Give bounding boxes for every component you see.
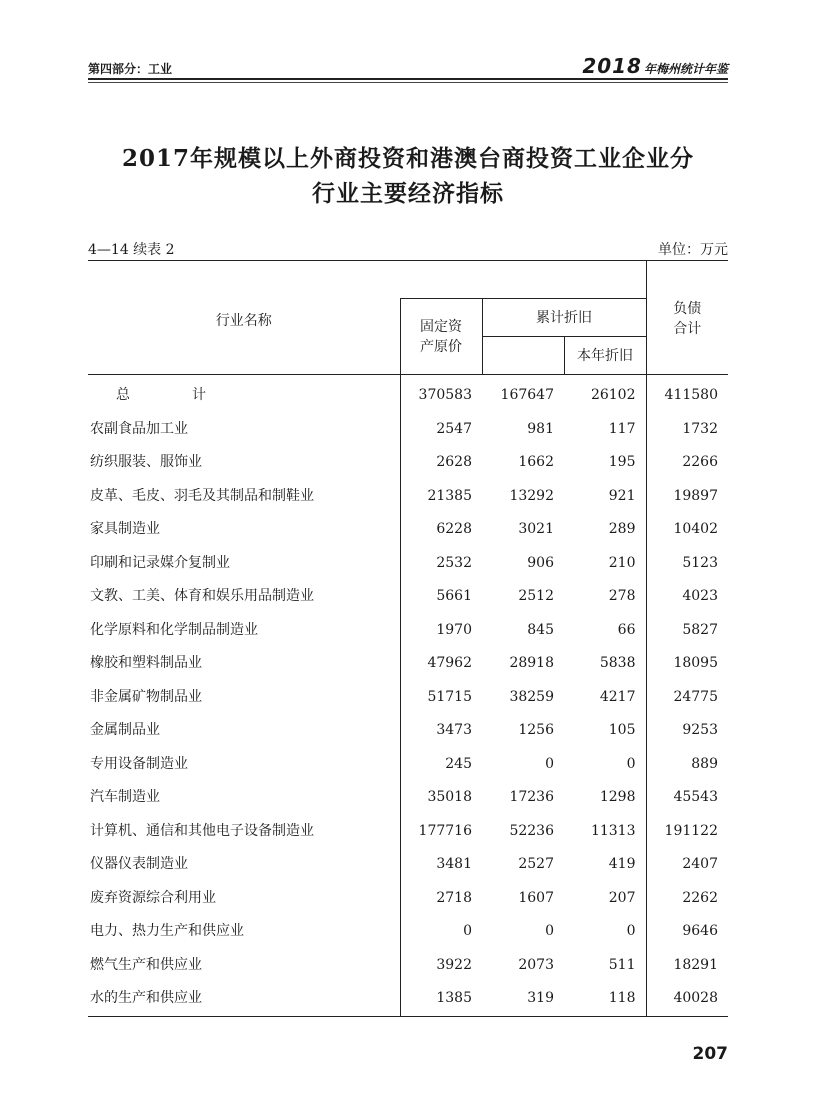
liabilities-cell: 191122	[646, 815, 728, 849]
industry-name-cell: 皮革、毛皮、羽毛及其制品和制鞋业	[90, 487, 314, 504]
liabilities-cell: 10402	[646, 513, 728, 547]
liabilities-cell: 2407	[646, 848, 728, 882]
current-year-depreciation-cell: 511	[608, 956, 636, 973]
table-row	[88, 848, 728, 882]
table-row	[88, 748, 728, 782]
fixed-assets-cell: 2718	[400, 882, 482, 916]
industry-name-cell: 仪器仪表制造业	[90, 856, 188, 872]
yearbook-name: 年梅州统计年鉴	[643, 62, 728, 76]
page-title-line1: 2017年规模以上外商投资和港澳台商投资工业企业分	[121, 145, 694, 172]
table-row	[88, 480, 728, 514]
industry-name-cell: 金属制品业	[90, 722, 160, 738]
col-header-fixed-assets	[400, 299, 482, 375]
current-year-depreciation-cell: 11313	[590, 822, 636, 839]
current-year-depreciation-cell: 0	[626, 923, 636, 939]
depreciation-cell: 28918	[509, 655, 554, 671]
industry-name-cell: 化学原料和化学制品制造业	[90, 621, 258, 638]
current-year-depreciation-cell: 117	[608, 420, 636, 437]
industry-name-cell: 农副食品加工业	[90, 420, 188, 437]
fixed-assets-cell: 2532	[400, 547, 482, 581]
liabilities-cell: 2266	[646, 446, 728, 480]
current-year-depreciation-cell: 278	[608, 588, 636, 604]
fixed-assets-cell: 21385	[400, 480, 482, 514]
industry-name-cell: 橡胶和塑料制品业	[90, 655, 202, 671]
depreciation-cell: 981	[527, 420, 554, 437]
current-year-depreciation-cell: 0	[626, 755, 636, 772]
table-row	[88, 446, 728, 480]
depreciation-cell: 0	[545, 923, 554, 939]
fixed-assets-cell: 2547	[400, 413, 482, 447]
fixed-assets-cell: 1385	[400, 982, 482, 1016]
header-rule-thin	[88, 82, 728, 83]
depreciation-cell: 167647	[500, 387, 554, 403]
industry-name-cell: 燃气生产和供应业	[90, 956, 202, 973]
table-row	[88, 714, 728, 748]
depreciation-cell: 2512	[518, 588, 554, 604]
running-head	[88, 52, 728, 76]
depreciation-cell: 3021	[518, 521, 554, 537]
unit-label: 单位：万元	[658, 242, 728, 258]
fixed-assets-cell: 5661	[400, 580, 482, 614]
depreciation-cell: 2527	[518, 856, 554, 872]
depreciation-cell: 0	[545, 755, 554, 772]
col-header-liabilities	[646, 261, 728, 375]
depreciation-cell: 1256	[518, 722, 554, 738]
table-row	[88, 513, 728, 547]
current-year-depreciation-cell: 195	[608, 454, 636, 470]
page-number: 207	[692, 1044, 728, 1064]
current-year-depreciation-cell: 5838	[599, 655, 636, 671]
liabilities-cell: 1732	[646, 413, 728, 447]
depreciation-cell: 845	[527, 621, 554, 638]
depreciation-cell: 38259	[509, 688, 554, 705]
table-row	[88, 982, 728, 1016]
depreciation-cell: 906	[527, 554, 554, 571]
liabilities-cell: 18095	[646, 647, 728, 681]
fixed-assets-cell: 1970	[400, 614, 482, 648]
fixed-assets-cell: 47962	[400, 647, 482, 681]
col-header-fixed-assets-line1: 固定资	[420, 318, 462, 335]
depreciation-cell: 1662	[518, 454, 554, 470]
industry-name-cell: 废弃资源综合利用业	[90, 889, 216, 906]
col-header-current-year-depreciation: 本年折旧	[564, 337, 646, 375]
data-table	[88, 260, 728, 1017]
industry-name-cell: 电力、热力生产和供应业	[90, 923, 244, 939]
liabilities-cell: 24775	[646, 681, 728, 715]
table-row	[88, 681, 728, 715]
liabilities-cell: 5123	[646, 547, 728, 581]
fixed-assets-cell: 3481	[400, 848, 482, 882]
header-rule	[88, 78, 728, 80]
table-caption-line	[88, 239, 728, 259]
industry-name-cell: 非金属矿物制品业	[90, 688, 202, 705]
liabilities-cell: 18291	[646, 949, 728, 983]
depreciation-cell: 319	[482, 982, 564, 1016]
col-header-name: 行业名称	[215, 312, 272, 329]
liabilities-cell: 889	[646, 748, 728, 782]
table-id: 4—14 续表 2	[88, 242, 175, 258]
page-title-line2: 行业主要经济指标	[312, 180, 504, 207]
table-row-total	[88, 375, 728, 413]
yearbook-label	[582, 54, 728, 78]
current-year-depreciation-cell: 105	[608, 722, 636, 738]
industry-name-cell: 水的生产和供应业	[88, 982, 400, 1016]
table-row	[88, 949, 728, 983]
current-year-depreciation-cell: 26102	[590, 387, 636, 403]
industry-name-cell: 家具制造业	[90, 521, 160, 537]
col-header-fixed-assets-line2: 产原价	[420, 338, 462, 355]
industry-name-cell: 文教、工美、体育和娱乐用品制造业	[90, 588, 314, 604]
current-year-depreciation-cell: 1298	[599, 789, 636, 805]
fixed-assets-cell: 245	[400, 748, 482, 782]
liabilities-cell: 9253	[646, 714, 728, 748]
table-row	[88, 413, 728, 447]
fixed-assets-cell: 51715	[400, 681, 482, 715]
fixed-assets-cell: 0	[400, 915, 482, 949]
col-header-liabilities-line1: 负债	[673, 301, 702, 317]
table-row	[88, 614, 728, 648]
table-row	[88, 547, 728, 581]
liabilities-cell: 9646	[646, 915, 728, 949]
industry-name-cell: 总 计	[116, 387, 230, 403]
col-header-depreciation-empty	[482, 337, 564, 375]
table-row	[88, 915, 728, 949]
fixed-assets-cell: 2628	[400, 446, 482, 480]
liabilities-cell: 45543	[646, 781, 728, 815]
depreciation-cell: 52236	[509, 822, 554, 839]
liabilities-cell: 19897	[646, 480, 728, 514]
industry-name-cell: 专用设备制造业	[90, 755, 188, 772]
section-label: 第四部分：工业	[88, 62, 173, 76]
table-row	[88, 781, 728, 815]
current-year-depreciation-cell: 921	[608, 487, 636, 504]
current-year-depreciation-cell: 118	[564, 982, 646, 1016]
current-year-depreciation-cell: 4217	[599, 688, 636, 705]
industry-name-cell: 计算机、通信和其他电子设备制造业	[90, 822, 314, 839]
fixed-assets-cell: 177716	[400, 815, 482, 849]
current-year-depreciation-cell: 207	[608, 889, 636, 906]
fixed-assets-cell: 35018	[400, 781, 482, 815]
liabilities-cell: 411580	[646, 375, 728, 413]
current-year-depreciation-cell: 210	[608, 554, 636, 571]
data-table-wrapper	[88, 260, 728, 1017]
col-header-depreciation: 累计折旧	[482, 299, 646, 337]
table-row	[88, 580, 728, 614]
depreciation-cell: 17236	[509, 789, 554, 805]
table-row	[88, 815, 728, 849]
liabilities-cell: 40028	[646, 982, 728, 1016]
depreciation-cell: 2073	[518, 956, 554, 973]
current-year-depreciation-cell: 419	[608, 856, 636, 872]
liabilities-cell: 2262	[646, 882, 728, 916]
liabilities-cell: 4023	[646, 580, 728, 614]
yearbook-year: 2018	[582, 54, 642, 78]
fixed-assets-cell: 3922	[400, 949, 482, 983]
current-year-depreciation-cell: 289	[608, 521, 636, 537]
industry-name-cell: 印刷和记录媒介复制业	[90, 554, 230, 571]
liabilities-cell: 5827	[646, 614, 728, 648]
fixed-assets-cell: 3473	[400, 714, 482, 748]
fixed-assets-cell: 370583	[400, 375, 482, 413]
header-spacer	[88, 261, 646, 299]
industry-name-cell: 纺织服装、服饰业	[90, 454, 202, 470]
col-header-liabilities-line2: 合计	[673, 321, 702, 337]
current-year-depreciation-cell: 66	[617, 621, 636, 638]
depreciation-cell: 13292	[509, 487, 554, 504]
table-row	[88, 647, 728, 681]
fixed-assets-cell: 6228	[400, 513, 482, 547]
depreciation-cell: 1607	[518, 889, 554, 906]
table-row	[88, 882, 728, 916]
industry-name-cell: 汽车制造业	[90, 789, 160, 805]
table-body	[88, 375, 728, 1016]
